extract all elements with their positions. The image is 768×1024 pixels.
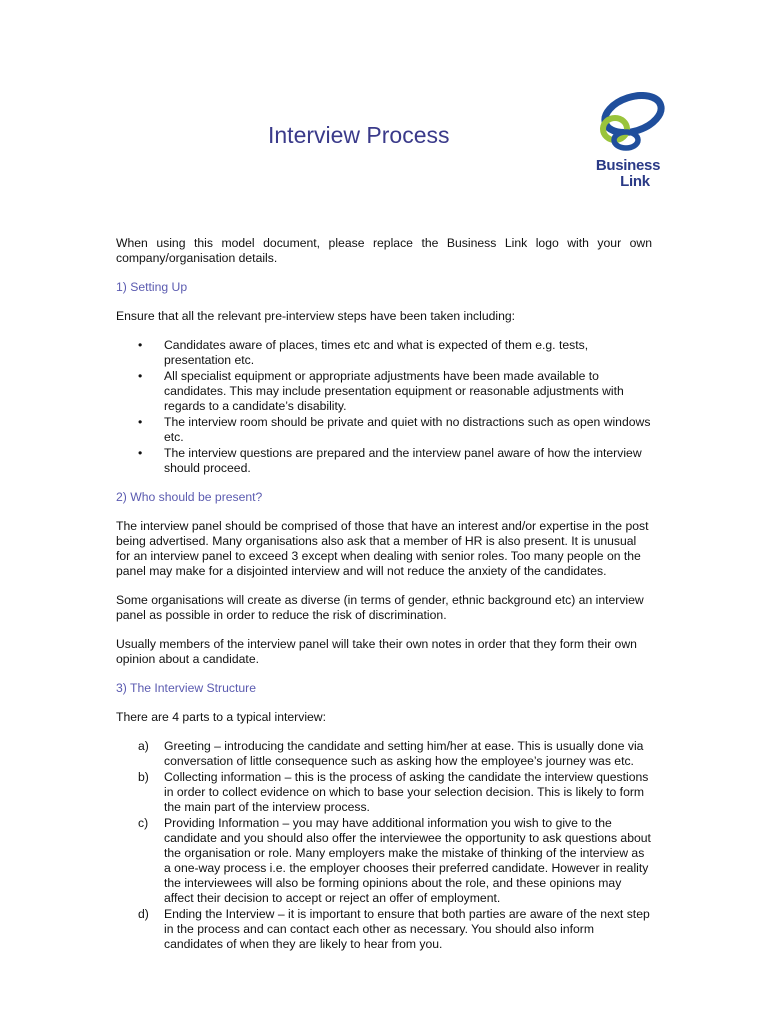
interview-structure-list [116, 739, 652, 952]
logo-text-business: Business [595, 157, 661, 174]
list-marker: c) [138, 816, 149, 830]
list-item: b) Collecting information – this is the process of asking the candidate the interview questions in order to collect evidence on which to base your selection decision. This is likely to form the main part of the interview process. [138, 770, 649, 814]
logo-text-link: Link [620, 173, 650, 190]
section-heading-who-should-be-present: 2) Who should be present? [116, 490, 263, 504]
list-item: • The interview questions are prepared and the interview panel aware of how the interview should proceed. [138, 446, 642, 475]
list-item: c) Providing Information – you may have additional information you wish to give to the candidate and you should also offer the interviewee the opportunity to ask questions about the organisation or role. Many employers make the mistake of thinking of the interview as a one-way process i.e. the employer chooses their preferred candidate. However in reality the interviewees will also be forming opinions about the role, and these opinions may affect their decision to accept or reject an offer of employment. [138, 816, 651, 905]
list-marker: b) [138, 770, 149, 784]
document-body [116, 236, 652, 966]
setting-up-lead: Ensure that all the relevant pre-interview steps have been taken including: [116, 309, 516, 323]
document-title: Interview Process [268, 122, 450, 148]
bullet-icon: • [138, 369, 143, 383]
list-marker: a) [138, 739, 149, 753]
list-item: • The interview room should be private and quiet with no distractions such as open windows etc. [138, 415, 651, 444]
section-heading-interview-structure: 3) The Interview Structure [116, 681, 256, 695]
intro-paragraph: When using this model document, please replace the Business Link logo with your own company/organisation details. [116, 236, 652, 265]
list-item: a) Greeting – introducing the candidate and setting him/her at ease. This is usually done via conversation of little consequence such as asking how the employee’s journey was etc. [138, 739, 644, 768]
interview-structure-lead: There are 4 parts to a typical interview: [116, 710, 326, 724]
bullet-icon: • [138, 415, 143, 429]
list-item: d) Ending the Interview – it is important to ensure that both parties are aware of the next step in the process and can contact each other as necessary. You should also inform candidates of when they are likely to hear from you. [138, 907, 650, 951]
setting-up-bullet-list [116, 338, 652, 476]
paragraph: The interview panel should be comprised of those that have an interest and/or expertise in the post being advertised. Many organisations also ask that a member of HR is also present. It is unusual for an interview panel to exceed 3 except when dealing with senior roles. Too many people on the panel may make for a disjointed interview and will not reduce the anxiety of the candidates. [116, 519, 649, 578]
list-item: • Candidates aware of places, times etc and what is expected of them e.g. tests, presentation etc. [138, 338, 589, 367]
business-link-logo [586, 92, 670, 192]
list-marker: d) [138, 907, 149, 921]
bullet-icon: • [138, 338, 143, 352]
bullet-icon: • [138, 446, 143, 460]
section-heading-setting-up: 1) Setting Up [116, 280, 188, 294]
paragraph: Some organisations will create as diverse (in terms of gender, ethnic background etc) an interview panel as possible in order to reduce the risk of discrimination. [116, 593, 644, 622]
list-item: • All specialist equipment or appropriate adjustments have been made available to candidates. This may include presentation equipment or reasonable adjustments with regards to a candidate’s disability. [138, 369, 624, 413]
paragraph: Usually members of the interview panel will take their own notes in order that they form their own opinion about a candidate. [116, 637, 637, 666]
logo-rings-icon [586, 92, 670, 154]
